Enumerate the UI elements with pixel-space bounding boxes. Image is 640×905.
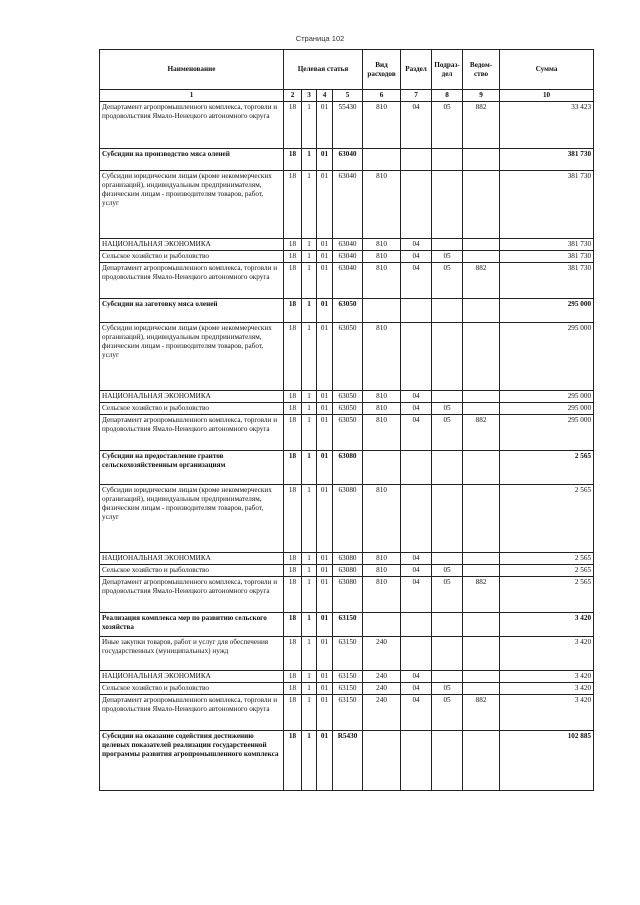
cell-sum: 2 565 [500, 451, 594, 485]
cell-name: НАЦИОНАЛЬНАЯ ЭКОНОМИКА [100, 671, 284, 683]
table-row [100, 239, 594, 251]
cell-subsection: 05 [432, 415, 463, 451]
cell-department [463, 323, 500, 391]
column-number: 3 [302, 90, 317, 102]
cell-code-a: 18 [284, 171, 302, 239]
cell-name: Департамент агропромышленного комплекса, торговли и продовольствия Ямало-Ненецкого автономного округа [100, 415, 284, 451]
cell-department [463, 239, 500, 251]
column-number: 2 [284, 90, 302, 102]
cell-code-c: 01 [317, 671, 333, 683]
header-section: Раздел [401, 50, 432, 90]
cell-department [463, 671, 500, 683]
cell-sum: 33 423 [500, 102, 594, 149]
cell-expense-type: 240 [363, 695, 401, 731]
header-type: Вид расходов [363, 50, 401, 90]
cell-section: 04 [401, 239, 432, 251]
cell-subsection [432, 239, 463, 251]
table-row [100, 671, 594, 683]
cell-code-a: 18 [284, 299, 302, 323]
cell-section: 04 [401, 565, 432, 577]
table-row [100, 695, 594, 731]
cell-code-a: 18 [284, 683, 302, 695]
cell-name: НАЦИОНАЛЬНАЯ ЭКОНОМИКА [100, 553, 284, 565]
cell-subsection: 05 [432, 577, 463, 613]
cell-name: Сельское хозяйство и рыболовство [100, 683, 284, 695]
cell-expense-type: 240 [363, 671, 401, 683]
cell-code-c: 01 [317, 731, 333, 791]
cell-code-b: 1 [302, 695, 317, 731]
cell-code-a: 18 [284, 251, 302, 263]
cell-section [401, 731, 432, 791]
cell-sum: 2 565 [500, 485, 594, 553]
cell-subsection: 05 [432, 251, 463, 263]
cell-section: 04 [401, 415, 432, 451]
cell-subsection [432, 553, 463, 565]
cell-sum: 295 000 [500, 299, 594, 323]
cell-expense-type: 810 [363, 171, 401, 239]
cell-expense-type: 810 [363, 323, 401, 391]
cell-code-d: 63150 [333, 637, 363, 671]
cell-code-c: 01 [317, 637, 333, 671]
cell-code-b: 1 [302, 451, 317, 485]
cell-section [401, 171, 432, 239]
cell-name: Реализация комплекса мер по развитию сельского хозяйства [100, 613, 284, 637]
cell-code-d: 63080 [333, 451, 363, 485]
cell-code-d: 63080 [333, 485, 363, 553]
cell-code-b: 1 [302, 637, 317, 671]
cell-code-d: 63150 [333, 613, 363, 637]
cell-name: Субсидии юридическим лицам (кроме некоммерческих организаций), индивидуальным предпринимателям, физическим лицам - производителям товаров, работ, услуг [100, 171, 284, 239]
cell-subsection: 05 [432, 695, 463, 731]
cell-code-c: 01 [317, 451, 333, 485]
cell-sum: 3 420 [500, 683, 594, 695]
cell-code-b: 1 [302, 171, 317, 239]
column-number: 8 [432, 90, 463, 102]
cell-code-a: 18 [284, 671, 302, 683]
cell-name: Субсидии на заготовку мяса оленей [100, 299, 284, 323]
cell-name: Субсидии на оказание содействия достижению целевых показателей реализации государственной программы развития агропромышленного комплекса [100, 731, 284, 791]
column-number: 5 [333, 90, 363, 102]
cell-code-c: 01 [317, 149, 333, 171]
table-row [100, 391, 594, 403]
budget-table [99, 49, 594, 791]
cell-code-b: 1 [302, 415, 317, 451]
cell-subsection [432, 671, 463, 683]
table-row [100, 637, 594, 671]
table-row [100, 731, 594, 791]
table-row [100, 102, 594, 149]
cell-code-c: 01 [317, 485, 333, 553]
table-row [100, 485, 594, 553]
cell-subsection [432, 171, 463, 239]
cell-department [463, 451, 500, 485]
cell-department: 882 [463, 695, 500, 731]
cell-subsection [432, 149, 463, 171]
cell-code-b: 1 [302, 731, 317, 791]
table-body [100, 102, 594, 791]
cell-code-d: 55430 [333, 102, 363, 149]
cell-expense-type: 810 [363, 485, 401, 553]
cell-code-c: 01 [317, 613, 333, 637]
column-number: 6 [363, 90, 401, 102]
cell-expense-type: 810 [363, 239, 401, 251]
cell-name: Департамент агропромышленного комплекса, торговли и продовольствия Ямало-Ненецкого автономного округа [100, 577, 284, 613]
cell-sum: 295 000 [500, 403, 594, 415]
cell-name: НАЦИОНАЛЬНАЯ ЭКОНОМИКА [100, 391, 284, 403]
cell-expense-type [363, 451, 401, 485]
table-row [100, 323, 594, 391]
cell-code-d: 63150 [333, 695, 363, 731]
cell-department [463, 149, 500, 171]
cell-code-a: 18 [284, 565, 302, 577]
cell-sum: 102 885 [500, 731, 594, 791]
cell-section [401, 613, 432, 637]
cell-code-c: 01 [317, 239, 333, 251]
cell-sum: 381 730 [500, 239, 594, 251]
cell-code-a: 18 [284, 731, 302, 791]
cell-name: Субсидии юридическим лицам (кроме некоммерческих организаций), индивидуальным предпринимателям, физическим лицам - производителям товаров, работ, услуг [100, 485, 284, 553]
cell-code-c: 01 [317, 577, 333, 613]
cell-code-a: 18 [284, 391, 302, 403]
cell-name: Департамент агропромышленного комплекса, торговли и продовольствия Ямало-Ненецкого автономного округа [100, 263, 284, 299]
table-row [100, 577, 594, 613]
cell-name: Иные закупки товаров, работ и услуг для обеспечения государственных (муниципальных) нужд [100, 637, 284, 671]
table-row [100, 299, 594, 323]
header-subsection: Подраз-дел [432, 50, 463, 90]
cell-subsection: 05 [432, 403, 463, 415]
cell-sum: 3 420 [500, 695, 594, 731]
page-label: Страница 102 [295, 34, 345, 43]
cell-code-d: 63040 [333, 263, 363, 299]
cell-department: 882 [463, 577, 500, 613]
cell-name: Сельское хозяйство и рыболовство [100, 251, 284, 263]
cell-subsection [432, 637, 463, 671]
cell-code-d: 63050 [333, 323, 363, 391]
cell-department [463, 637, 500, 671]
cell-code-d: 63040 [333, 251, 363, 263]
cell-department [463, 251, 500, 263]
column-number: 10 [500, 90, 594, 102]
cell-code-b: 1 [302, 149, 317, 171]
cell-subsection [432, 323, 463, 391]
cell-expense-type: 240 [363, 683, 401, 695]
cell-code-a: 18 [284, 695, 302, 731]
cell-code-c: 01 [317, 251, 333, 263]
cell-department: 882 [463, 415, 500, 451]
cell-code-a: 18 [284, 102, 302, 149]
table-row [100, 149, 594, 171]
cell-expense-type [363, 299, 401, 323]
cell-sum: 295 000 [500, 415, 594, 451]
cell-code-d: 63040 [333, 171, 363, 239]
cell-expense-type: 810 [363, 391, 401, 403]
cell-department [463, 731, 500, 791]
cell-name: Субсидии на производство мяса оленей [100, 149, 284, 171]
cell-department [463, 683, 500, 695]
cell-department [463, 613, 500, 637]
cell-department: 882 [463, 263, 500, 299]
cell-department [463, 391, 500, 403]
cell-code-d: 63040 [333, 239, 363, 251]
cell-sum: 3 420 [500, 671, 594, 683]
cell-section: 04 [401, 671, 432, 683]
cell-code-b: 1 [302, 102, 317, 149]
cell-sum: 3 420 [500, 637, 594, 671]
cell-code-b: 1 [302, 485, 317, 553]
cell-expense-type: 810 [363, 102, 401, 149]
column-number-row [100, 90, 594, 102]
cell-code-a: 18 [284, 323, 302, 391]
cell-code-b: 1 [302, 299, 317, 323]
cell-code-c: 01 [317, 299, 333, 323]
cell-expense-type: 810 [363, 577, 401, 613]
header-row [100, 50, 594, 90]
cell-code-d: 63050 [333, 391, 363, 403]
cell-subsection [432, 613, 463, 637]
cell-name: Сельское хозяйство и рыболовство [100, 565, 284, 577]
cell-section: 04 [401, 263, 432, 299]
cell-section [401, 485, 432, 553]
cell-section: 04 [401, 251, 432, 263]
cell-code-b: 1 [302, 251, 317, 263]
cell-code-c: 01 [317, 553, 333, 565]
cell-sum: 2 565 [500, 553, 594, 565]
cell-code-c: 01 [317, 391, 333, 403]
cell-name: Субсидии юридическим лицам (кроме некоммерческих организаций), индивидуальным предпринимателям, физическим лицам - производителям товаров, работ, услуг [100, 323, 284, 391]
cell-subsection [432, 731, 463, 791]
cell-section: 04 [401, 403, 432, 415]
cell-code-a: 18 [284, 239, 302, 251]
cell-code-b: 1 [302, 239, 317, 251]
cell-section [401, 637, 432, 671]
cell-code-a: 18 [284, 637, 302, 671]
cell-code-a: 18 [284, 613, 302, 637]
cell-section [401, 299, 432, 323]
cell-name: Сельское хозяйство и рыболовство [100, 403, 284, 415]
cell-expense-type: 240 [363, 637, 401, 671]
cell-subsection: 05 [432, 263, 463, 299]
cell-code-a: 18 [284, 403, 302, 415]
cell-subsection: 05 [432, 102, 463, 149]
cell-expense-type: 810 [363, 553, 401, 565]
cell-section [401, 149, 432, 171]
table-row [100, 613, 594, 637]
cell-sum: 295 000 [500, 391, 594, 403]
cell-code-b: 1 [302, 403, 317, 415]
cell-name: НАЦИОНАЛЬНАЯ ЭКОНОМИКА [100, 239, 284, 251]
cell-code-d: 63150 [333, 671, 363, 683]
cell-section: 04 [401, 695, 432, 731]
cell-code-c: 01 [317, 415, 333, 451]
column-number: 4 [317, 90, 333, 102]
cell-code-c: 01 [317, 683, 333, 695]
cell-code-c: 01 [317, 695, 333, 731]
cell-expense-type [363, 149, 401, 171]
table-row [100, 553, 594, 565]
cell-expense-type: 810 [363, 263, 401, 299]
cell-sum: 295 000 [500, 323, 594, 391]
cell-code-c: 01 [317, 323, 333, 391]
cell-expense-type: 810 [363, 403, 401, 415]
cell-code-d: R5430 [333, 731, 363, 791]
cell-code-c: 01 [317, 565, 333, 577]
cell-expense-type: 810 [363, 251, 401, 263]
cell-section: 04 [401, 391, 432, 403]
cell-subsection: 05 [432, 683, 463, 695]
cell-code-a: 18 [284, 149, 302, 171]
table-row [100, 415, 594, 451]
cell-code-d: 63040 [333, 149, 363, 171]
cell-sum: 381 730 [500, 263, 594, 299]
cell-name: Департамент агропромышленного комплекса, торговли и продовольствия Ямало-Ненецкого автономного округа [100, 102, 284, 149]
cell-department [463, 565, 500, 577]
cell-code-a: 18 [284, 451, 302, 485]
cell-code-b: 1 [302, 263, 317, 299]
cell-expense-type: 810 [363, 565, 401, 577]
cell-section: 04 [401, 577, 432, 613]
cell-code-b: 1 [302, 553, 317, 565]
cell-code-d: 63050 [333, 299, 363, 323]
cell-code-c: 01 [317, 102, 333, 149]
cell-sum: 381 730 [500, 171, 594, 239]
cell-expense-type [363, 613, 401, 637]
cell-code-b: 1 [302, 671, 317, 683]
cell-subsection [432, 391, 463, 403]
cell-code-b: 1 [302, 613, 317, 637]
cell-subsection [432, 451, 463, 485]
cell-code-b: 1 [302, 391, 317, 403]
cell-code-c: 01 [317, 171, 333, 239]
cell-code-b: 1 [302, 565, 317, 577]
cell-department [463, 553, 500, 565]
cell-code-d: 63050 [333, 403, 363, 415]
cell-code-b: 1 [302, 323, 317, 391]
cell-department [463, 299, 500, 323]
cell-code-d: 63050 [333, 415, 363, 451]
column-number: 9 [463, 90, 500, 102]
cell-sum: 381 730 [500, 251, 594, 263]
header-name: Наименование [100, 50, 284, 90]
cell-code-a: 18 [284, 485, 302, 553]
cell-section: 04 [401, 683, 432, 695]
cell-expense-type: 810 [363, 415, 401, 451]
cell-sum: 3 420 [500, 613, 594, 637]
cell-sum: 2 565 [500, 565, 594, 577]
table-row [100, 403, 594, 415]
cell-code-d: 63080 [333, 553, 363, 565]
cell-code-a: 18 [284, 415, 302, 451]
column-number: 7 [401, 90, 432, 102]
cell-code-b: 1 [302, 577, 317, 613]
cell-code-a: 18 [284, 577, 302, 613]
cell-subsection [432, 485, 463, 553]
cell-department [463, 171, 500, 239]
cell-code-d: 63080 [333, 577, 363, 613]
cell-sum: 381 730 [500, 149, 594, 171]
cell-subsection: 05 [432, 565, 463, 577]
cell-code-d: 63150 [333, 683, 363, 695]
cell-code-b: 1 [302, 683, 317, 695]
cell-code-d: 63080 [333, 565, 363, 577]
cell-code-c: 01 [317, 403, 333, 415]
cell-department: 882 [463, 102, 500, 149]
cell-department [463, 485, 500, 553]
column-number: 1 [100, 90, 284, 102]
cell-expense-type [363, 731, 401, 791]
table-row [100, 251, 594, 263]
cell-section [401, 451, 432, 485]
cell-section: 04 [401, 553, 432, 565]
cell-name: Департамент агропромышленного комплекса, торговли и продовольствия Ямало-Ненецкого автономного округа [100, 695, 284, 731]
table-row [100, 565, 594, 577]
table-row [100, 451, 594, 485]
cell-code-a: 18 [284, 263, 302, 299]
cell-name: Субсидии на предоставление грантов сельскохозяйственным организациям [100, 451, 284, 485]
header-department: Ведом-ство [463, 50, 500, 90]
cell-department [463, 403, 500, 415]
cell-subsection [432, 299, 463, 323]
cell-code-a: 18 [284, 553, 302, 565]
table-row [100, 171, 594, 239]
table-row [100, 263, 594, 299]
cell-section [401, 323, 432, 391]
cell-sum: 2 565 [500, 577, 594, 613]
header-sum: Сумма [500, 50, 594, 90]
header-target: Целевая статья [284, 50, 363, 90]
cell-code-c: 01 [317, 263, 333, 299]
cell-section: 04 [401, 102, 432, 149]
table-row [100, 683, 594, 695]
